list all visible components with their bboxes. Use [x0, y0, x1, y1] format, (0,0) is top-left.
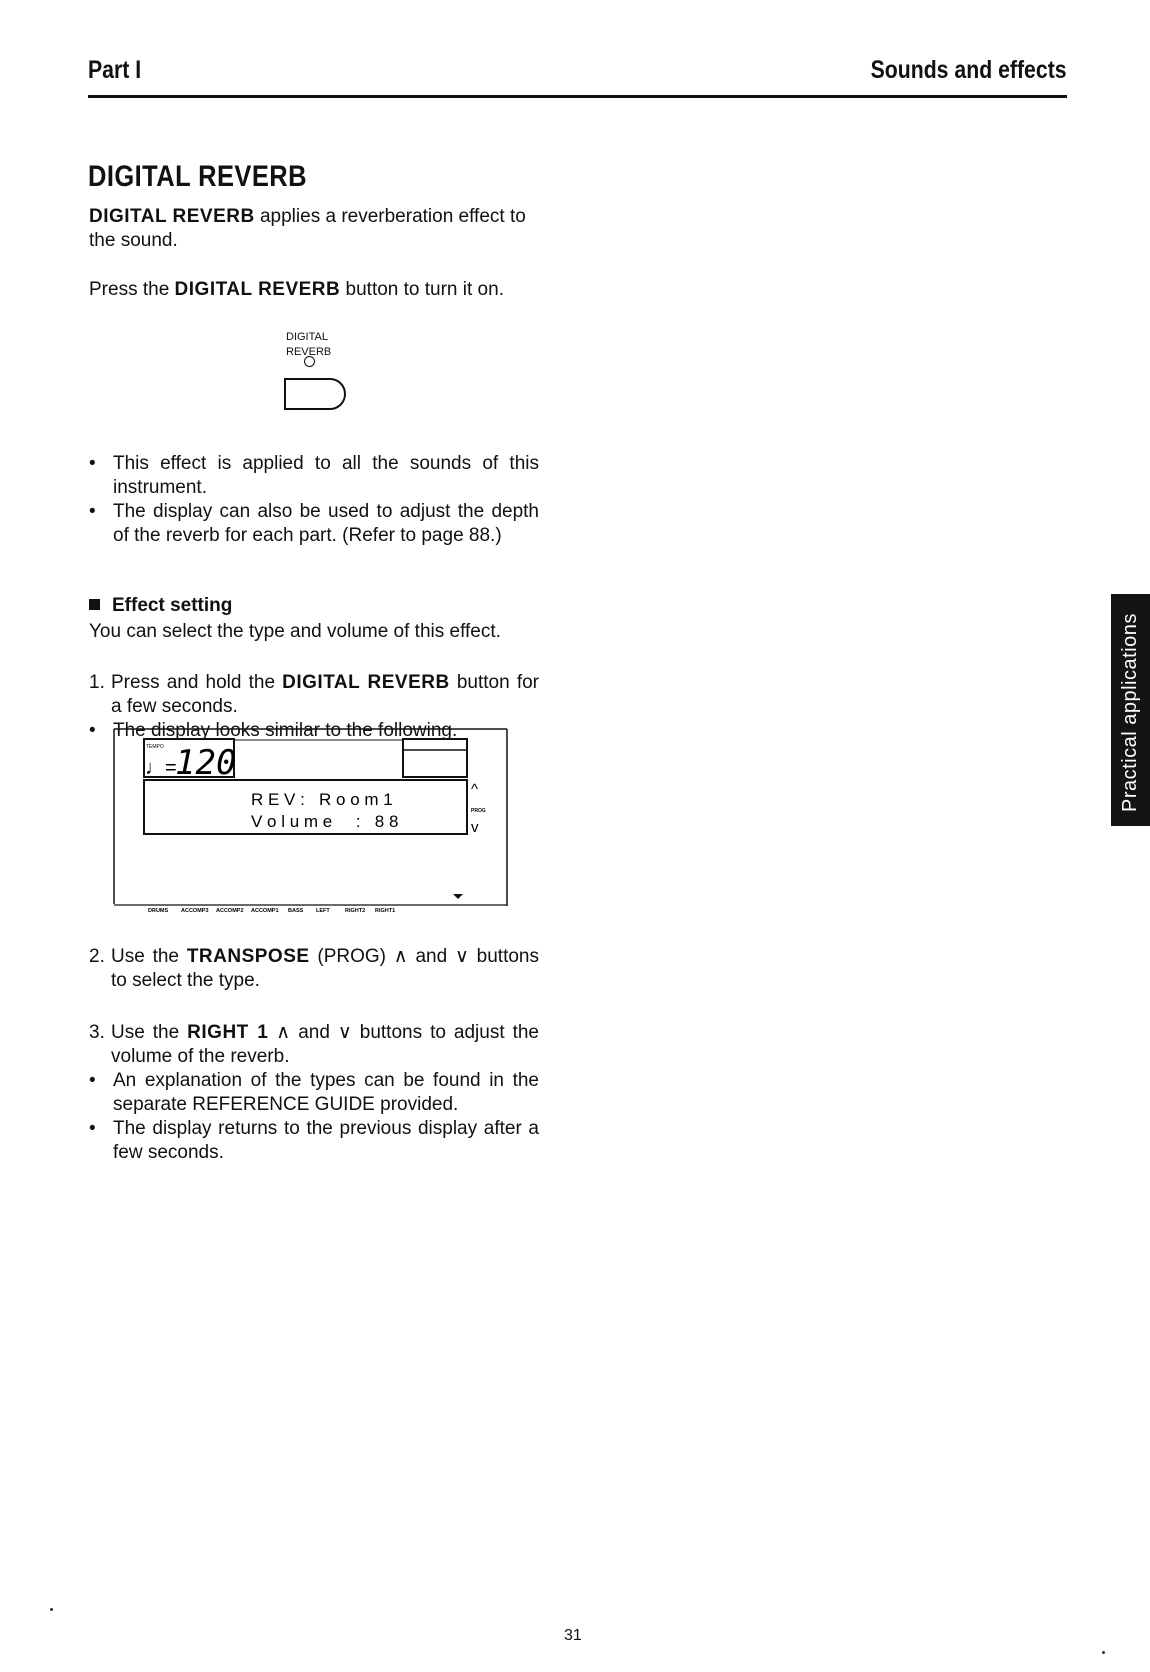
display-line2: V o l u m e : 8 8: [251, 812, 399, 831]
step-number: 3.: [89, 1022, 105, 1043]
part-labels: [148, 908, 395, 914]
button-label-line1: DIGITAL: [286, 331, 328, 343]
bullet-text: An explanation of the types can be found in the separate REFERENCE GUIDE provided.: [113, 1070, 539, 1115]
up-arrow-icon: ^: [471, 781, 479, 798]
list-item: [89, 1117, 539, 1165]
side-tab-label: Practical applications: [1119, 613, 1141, 812]
square-bullet-icon: [89, 599, 100, 610]
button-label-line2: REVERB: [286, 346, 332, 358]
effect-setting-text: You can select the type and volume of this effect.: [89, 621, 501, 642]
bullet-text: The display looks similar to the following.: [113, 720, 458, 741]
step3-pre: Use the: [111, 1022, 188, 1043]
list-item: [89, 1069, 539, 1117]
step1-pre: Press and hold the: [111, 672, 283, 693]
page-title: DIGITAL REVERB: [88, 160, 307, 193]
step-3: [89, 1021, 539, 1069]
press-post: button to turn it on.: [340, 279, 504, 300]
tempo-label: TEMPO: [146, 744, 164, 750]
intro-bold: DIGITAL REVERB: [89, 206, 255, 227]
press-bold: DIGITAL REVERB: [174, 279, 341, 300]
step3-bold: RIGHT 1: [187, 1022, 269, 1043]
list-item: [89, 452, 539, 500]
part-label: RIGHT2: [345, 908, 366, 914]
tempo-value: 120: [175, 743, 237, 783]
tempo-prefix: ♩=: [145, 757, 177, 779]
part-label: LEFT: [316, 908, 330, 914]
indicator-icon: [453, 894, 463, 899]
bullet-icon: •: [89, 453, 96, 474]
part-label: ACCOMP1: [251, 908, 279, 914]
part-label: BASS: [288, 908, 304, 914]
intro-rest: applies a reverberation effect to the sound.: [89, 206, 526, 251]
scan-speck: [1102, 1651, 1105, 1654]
part-label: ACCOMP2: [216, 908, 244, 914]
step-number: 1.: [89, 672, 105, 693]
step-text: [111, 945, 539, 993]
header-rule: [88, 95, 1067, 98]
scan-speck: [50, 1608, 53, 1611]
bullet-text: The display returns to the previous display after a few seconds.: [113, 1118, 539, 1163]
step-text: [111, 1021, 539, 1069]
step-text: [111, 671, 539, 719]
intro-paragraph: [89, 205, 539, 253]
list-item: [89, 500, 539, 548]
step2-post: (PROG) ∧ and ∨ buttons to select the type.: [111, 946, 540, 991]
step-number: 2.: [89, 946, 105, 967]
bullet-icon: •: [89, 501, 96, 522]
page-number: 31: [564, 1627, 582, 1644]
lcd-display: [113, 728, 508, 914]
effect-setting-heading-text: Effect setting: [112, 595, 233, 616]
bullet-icon: •: [89, 1070, 96, 1091]
step1-bold: DIGITAL REVERB: [282, 672, 450, 693]
step-2: [89, 945, 539, 993]
bullet-text: The display can also be used to adjust the depth of the reverb for each part. (Refer to page 88.): [113, 501, 539, 546]
part-label: RIGHT1: [375, 908, 396, 914]
bullet-text: This effect is applied to all the sounds of this instrument.: [113, 453, 539, 498]
digital-reverb-button-icon: [284, 378, 346, 410]
header-part: Part I: [88, 56, 142, 84]
part-label: DRUMS: [148, 908, 169, 914]
step3-post: ∧ and ∨ buttons to adjust the volume of the reverb.: [111, 1022, 539, 1067]
step-1: [89, 671, 539, 719]
step2-bold: TRANSPOSE: [186, 946, 310, 967]
part-label: ACCOMP3: [181, 908, 209, 914]
display-line1: R E V : R o o m 1: [251, 790, 393, 809]
bullet-icon: •: [89, 720, 96, 741]
effect-setting-heading: [89, 595, 232, 617]
header-section: Sounds and effects: [870, 56, 1067, 84]
press-paragraph: [89, 278, 539, 302]
press-pre: Press the: [89, 279, 175, 300]
step1-post: button for a few seconds.: [111, 672, 539, 717]
step2-pre: Use the: [111, 946, 187, 967]
down-arrow-icon: v: [471, 819, 479, 836]
bullet-icon: •: [89, 1118, 96, 1139]
prog-label: PROG: [471, 808, 486, 814]
button-led-icon: [304, 356, 315, 367]
